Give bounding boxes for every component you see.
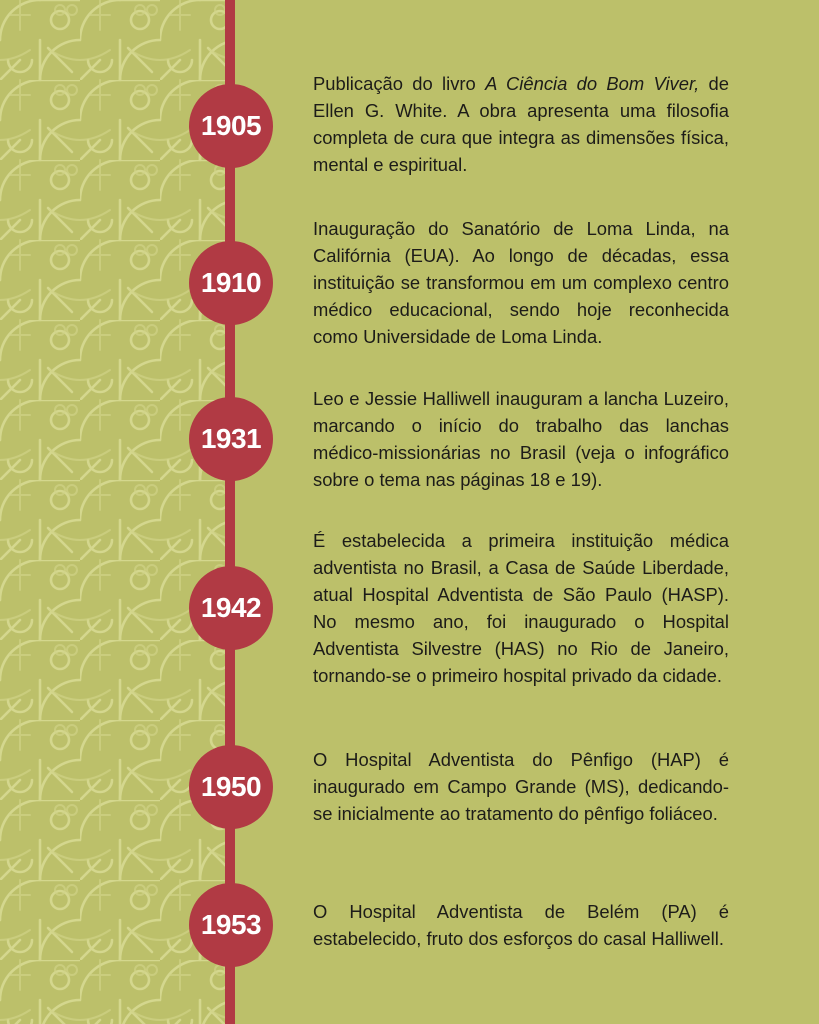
year-badge: 1953	[189, 883, 273, 967]
event-text-after: de Ellen G. White. A obra apresenta uma filosofia completa de cura que integra as dimensões física, mental e espiritual.	[313, 73, 729, 175]
decorative-pattern	[0, 0, 232, 1024]
event-text-before: Publicação do livro	[313, 73, 486, 94]
event-description	[313, 70, 729, 178]
event-description: É estabelecida a primeira instituição médica adventista no Brasil, a Casa de Saúde Liberdade, atual Hospital Adventista de São Paulo (HASP). No mesmo ano, foi inaugurado o Hospital Adventista Silvestre (HAS) no Rio de Janeiro, tornando-se o primeiro hospital privado da cidade.	[313, 530, 729, 686]
year-badge: 1910	[189, 241, 273, 325]
year-badge: 1931	[189, 397, 273, 481]
event-description: O Hospital Adventista do Pênfigo (HAP) é inaugurado em Campo Grande (MS), dedicando-se inicialmente ao tratamento do pênfigo foliáceo.	[313, 749, 729, 824]
year-badge: 1942	[189, 566, 273, 650]
event-description: Inauguração do Sanatório de Loma Linda, na Califórnia (EUA). Ao longo de décadas, essa instituição se transformou em um complexo centro médico educacional, sendo hoje reconhecida como Universidade de Loma Linda.	[313, 218, 729, 347]
event-description: O Hospital Adventista de Belém (PA) é estabelecido, fruto dos esforços do casal Halliwell.	[313, 901, 729, 949]
year-badge: 1950	[189, 745, 273, 829]
event-description: Leo e Jessie Halliwell inauguram a lancha Luzeiro, marcando o início do trabalho das lanchas médico-missionárias no Brasil (veja o infográfico sobre o tema nas páginas 18 e 19).	[313, 388, 729, 490]
book-title: A Ciência do Bom Viver,	[485, 73, 700, 94]
year-badge: 1905	[189, 84, 273, 168]
